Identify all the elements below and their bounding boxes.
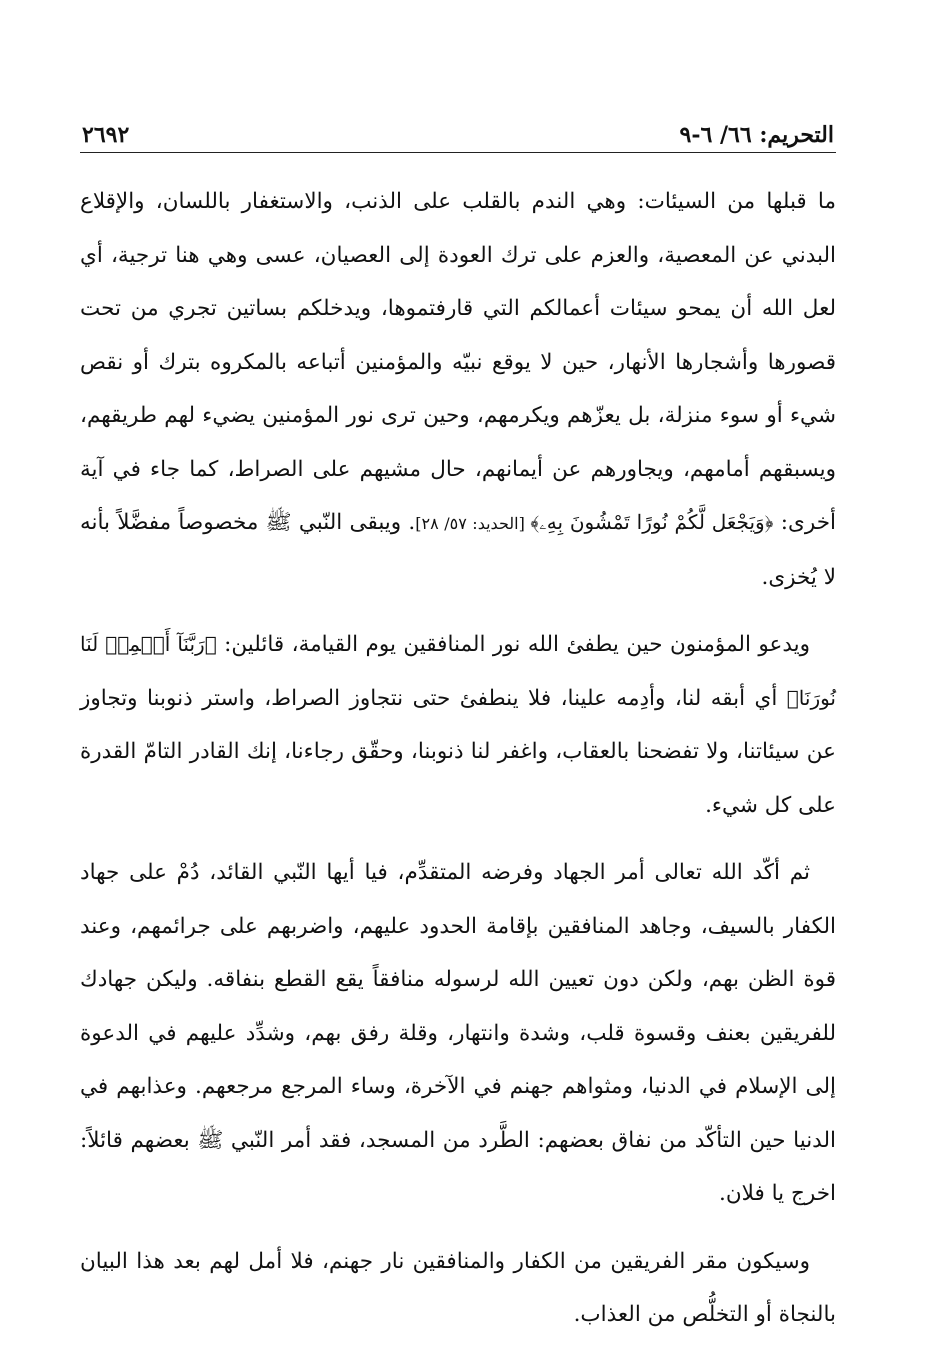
page-body [80, 153, 836, 1342]
text-segment: ما قبلها من السيئات: وهي الندم بالقلب على الذنب، والاستغفار باللسان، والإقلاع البدني عن المعصية، والعزم على ترك العودة إلى العصيان، عسى وهي هنا ترجية، أي لعل الله أن يمحو سيئات أعمالكم التي قارفتموها، ويدخلكم بساتين تجري من تحت قصورها وأشجارها الأنهار، حين لا يوقع نبيّه والمؤمنين أتباعه بالمكروه بترك أو نقص شيء أو سوء منزلة، بل يعزّهم ويكرمهم، وحين ترى نور المؤمنين يضيء لهم طريقهم، ويسبقهم أمامهم، ويجاورهم عن أيمانهم، حال مشيهم على الصراط، كما جاء في آية أخرى: [80, 189, 836, 535]
text-segment: ثم أكّد الله تعالى أمر الجهاد وفرضه المتقدِّم، فيا أيها النّبي القائد، دُمْ على جهاد الكفار بالسيف، وجاهد المنافقين بإقامة الحدود عليهم، واضربهم على جرائمهم، وعند قوة الظن بهم، ولكن دون تعيين الله لرسوله منافقاً يقع القطع بنفاقه. وليكن جهادك للفريقين بعنف وقسوة قلب، وشدة وانتهار، وقلة رفق بهم، وشدِّد عليهم في الدعوة إلى الإسلام في الدنيا، ومثواهم جهنم في الآخرة، وساء المرجع مرجعهم. وعذابهم في الدنيا حين التأكّد من نفاق بعضهم: الطَّرد من المسجد، فقد أمر النّبي ﷺ بعضهم قائلاً: اخرج يا فلان. [80, 860, 836, 1206]
page-number: ٢٦٩٢ [82, 122, 130, 148]
paragraph-2 [80, 618, 836, 832]
text-segment: . ويبقى النّبي ﷺ مخصوصاً مفضَّلاً بأنه لا يُخزى. [80, 510, 836, 590]
quran-verse: ﴿رَبَّنَآ أَتۡمِمۡ لَنَا نُورَنَا﴾ [80, 632, 836, 710]
paragraph-1 [80, 175, 836, 604]
verse-reference: [الحديد: ٥٧/ ٢٨] [415, 514, 531, 533]
book-page [80, 112, 836, 1327]
paragraph-3 [80, 846, 836, 1221]
paragraph-4 [80, 1235, 836, 1342]
quran-verse: ﴿وَيَجْعَل لَّكُمْ نُورًا تَمْشُونَ بِهِۦ﴾ [530, 510, 774, 534]
page-header [80, 112, 836, 153]
text-segment: أي أبقه لنا، وأدِمه علينا، فلا ينطفئ حتى نتجاوز الصراط، واستر ذنوبنا وتجاوز عن سيئاتنا، ولا تفضحنا بالعقاب، واغفر لنا ذنوبنا، وحقّق رجاءنا، إنك القادر التامّ القدرة على كل شيء. [80, 685, 836, 818]
text-segment: وسيكون مقر الفريقين من الكفار والمنافقين نار جهنم، فلا أمل لهم بعد هذا البيان بالنجاة أو التخلُّص من العذاب. [80, 1248, 836, 1327]
running-title: التحريم: ٦٦/ ٦-٩ [679, 122, 834, 148]
text-segment: ويدعو المؤمنون حين يطفئ الله نور المنافقين يوم القيامة، قائلين: [216, 632, 811, 657]
